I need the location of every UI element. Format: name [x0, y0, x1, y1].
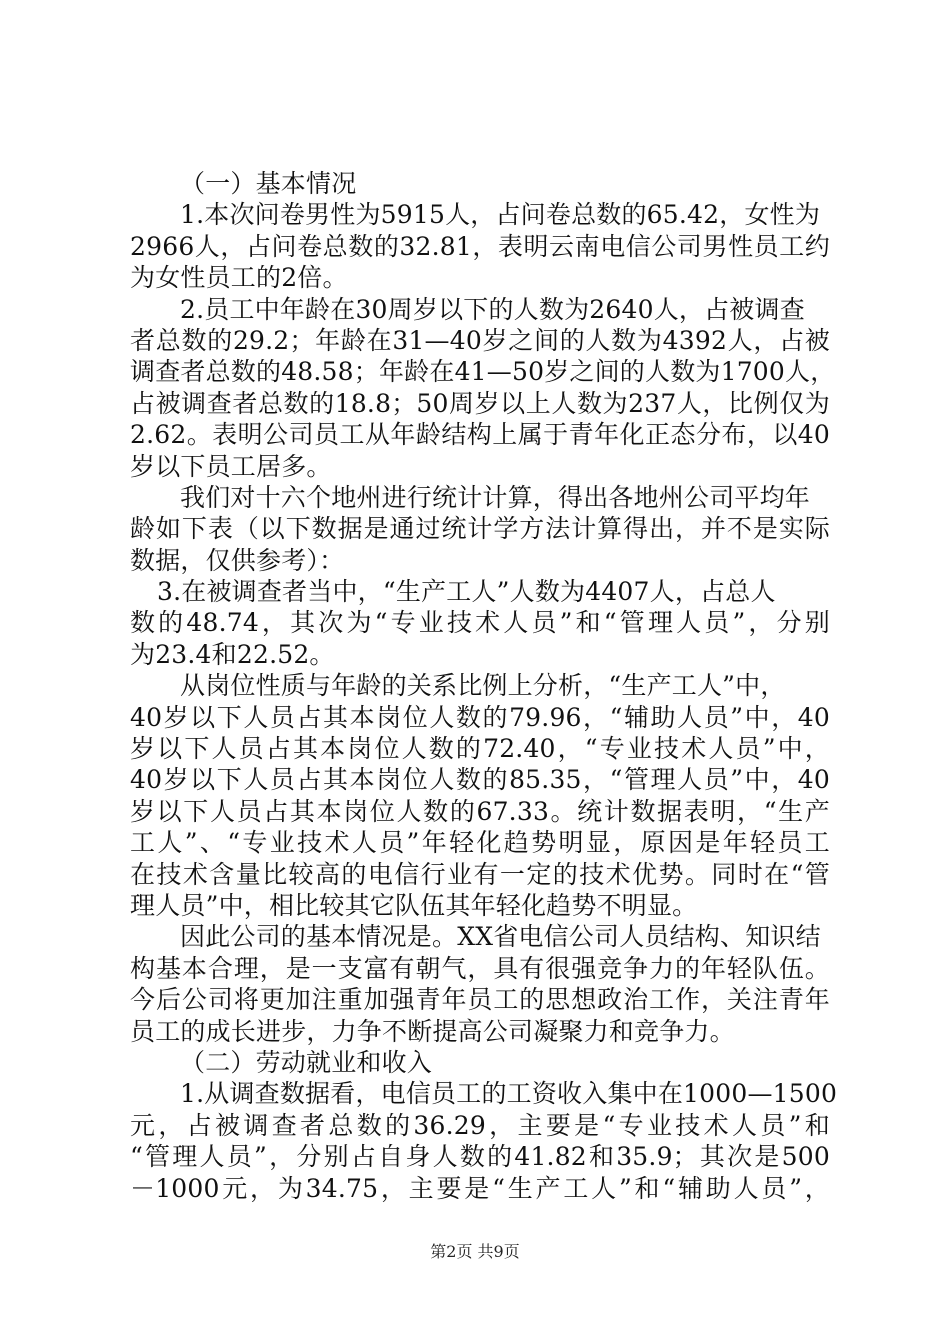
paragraph-line: 者总数的29.2；年龄在31—40岁之间的人数为4392人，占被 — [130, 325, 830, 355]
paragraph-line: 1.本次问卷男性为5915人，占问卷总数的65.42，女性为 — [180, 200, 821, 230]
paragraph-line: 因此公司的基本情况是。XX省电信公司人员结构、知识结 — [180, 922, 821, 952]
paragraph-line: 调查者总数的48.58；年龄在41—50岁之间的人数为1700人， — [130, 357, 836, 387]
paragraph-line: 40岁以下人员占其本岗位人数的79.96，“辅助人员”中，40 — [130, 702, 830, 732]
paragraph-line: 为女性员工的2倍。 — [130, 263, 348, 293]
paragraph-line: 2.62。表明公司员工从年龄结构上属于青年化正态分布，以40 — [130, 420, 830, 450]
paragraph-line: 占被调查者总数的18.8；50周岁以上人数为237人，比例仅为 — [130, 388, 830, 418]
paragraph-line: 我们对十六个地州进行统计计算，得出各地州公司平均年 — [180, 482, 811, 512]
section-heading-employment: （二）劳动就业和收入 — [180, 1047, 433, 1077]
paragraph-line: 岁以下人员占其本岗位人数的67.33。统计数据表明，“生产 — [130, 796, 830, 826]
section-heading-basic: （一）基本情况 — [180, 169, 357, 198]
paragraph-line: 今后公司将更加注重加强青年员工的思想政治工作，关注青年 — [130, 985, 830, 1015]
paragraph-line: 工人”、“专业技术人员”年轻化趋势明显，原因是年轻员工 — [130, 828, 830, 858]
paragraph-line: 从岗位性质与年龄的关系比例上分析，“生产工人”中， — [180, 671, 786, 701]
paragraph-line: 在技术含量比较高的电信行业有一定的技术优势。同时在“管 — [130, 859, 830, 889]
paragraph-line: 员工的成长进步，力争不断提高公司凝聚力和竞争力。 — [130, 1016, 735, 1046]
document-body — [130, 168, 838, 1204]
paragraph-line: 元，占被调查者总数的36.29，主要是“专业技术人员”和 — [130, 1110, 830, 1140]
paragraph-line: 岁以下人员占其本岗位人数的72.40，“专业技术人员”中， — [130, 734, 830, 764]
paragraph-line: 40岁以下人员占其本岗位人数的85.35，“管理人员”中，40 — [130, 765, 830, 795]
paragraph-line: 2966人，占问卷总数的32.81，表明云南电信公司男性员工约 — [130, 231, 830, 261]
paragraph-line: 为23.4和22.52。 — [130, 639, 335, 669]
paragraph-line: 构基本合理，是一支富有朝气，具有很强竞争力的年轻队伍。 — [130, 953, 830, 983]
paragraph-line: 龄如下表（以下数据是通过统计学方法计算得出，并不是实际 — [130, 514, 830, 544]
page-number-footer: 第2页 共9页 — [430, 1242, 520, 1261]
paragraph-line: 3.在被调查者当中，“生产工人”人数为4407人，占总人 — [157, 577, 776, 607]
paragraph-line: －1000元，为34.75，主要是“生产工人”和“辅助人员”， — [130, 1173, 830, 1203]
paragraph-line: 理人员”中，相比较其它队伍其年轻化趋势不明显。 — [130, 890, 698, 920]
paragraph-line: 数据，仅供参考）： — [130, 545, 345, 575]
paragraph-line: 1.从调查数据看，电信员工的工资收入集中在1000—1500 — [180, 1079, 838, 1109]
paragraph-line: 数的48.74，其次为“专业技术人员”和“管理人员”，分别 — [130, 608, 830, 638]
paragraph-line: 2.员工中年龄在30周岁以下的人数为2640人，占被调查 — [180, 294, 805, 324]
paragraph-line: “管理人员”，分别占自身人数的41.82和35.9；其次是500 — [130, 1142, 830, 1172]
paragraph-line: 岁以下员工居多。 — [130, 451, 332, 481]
